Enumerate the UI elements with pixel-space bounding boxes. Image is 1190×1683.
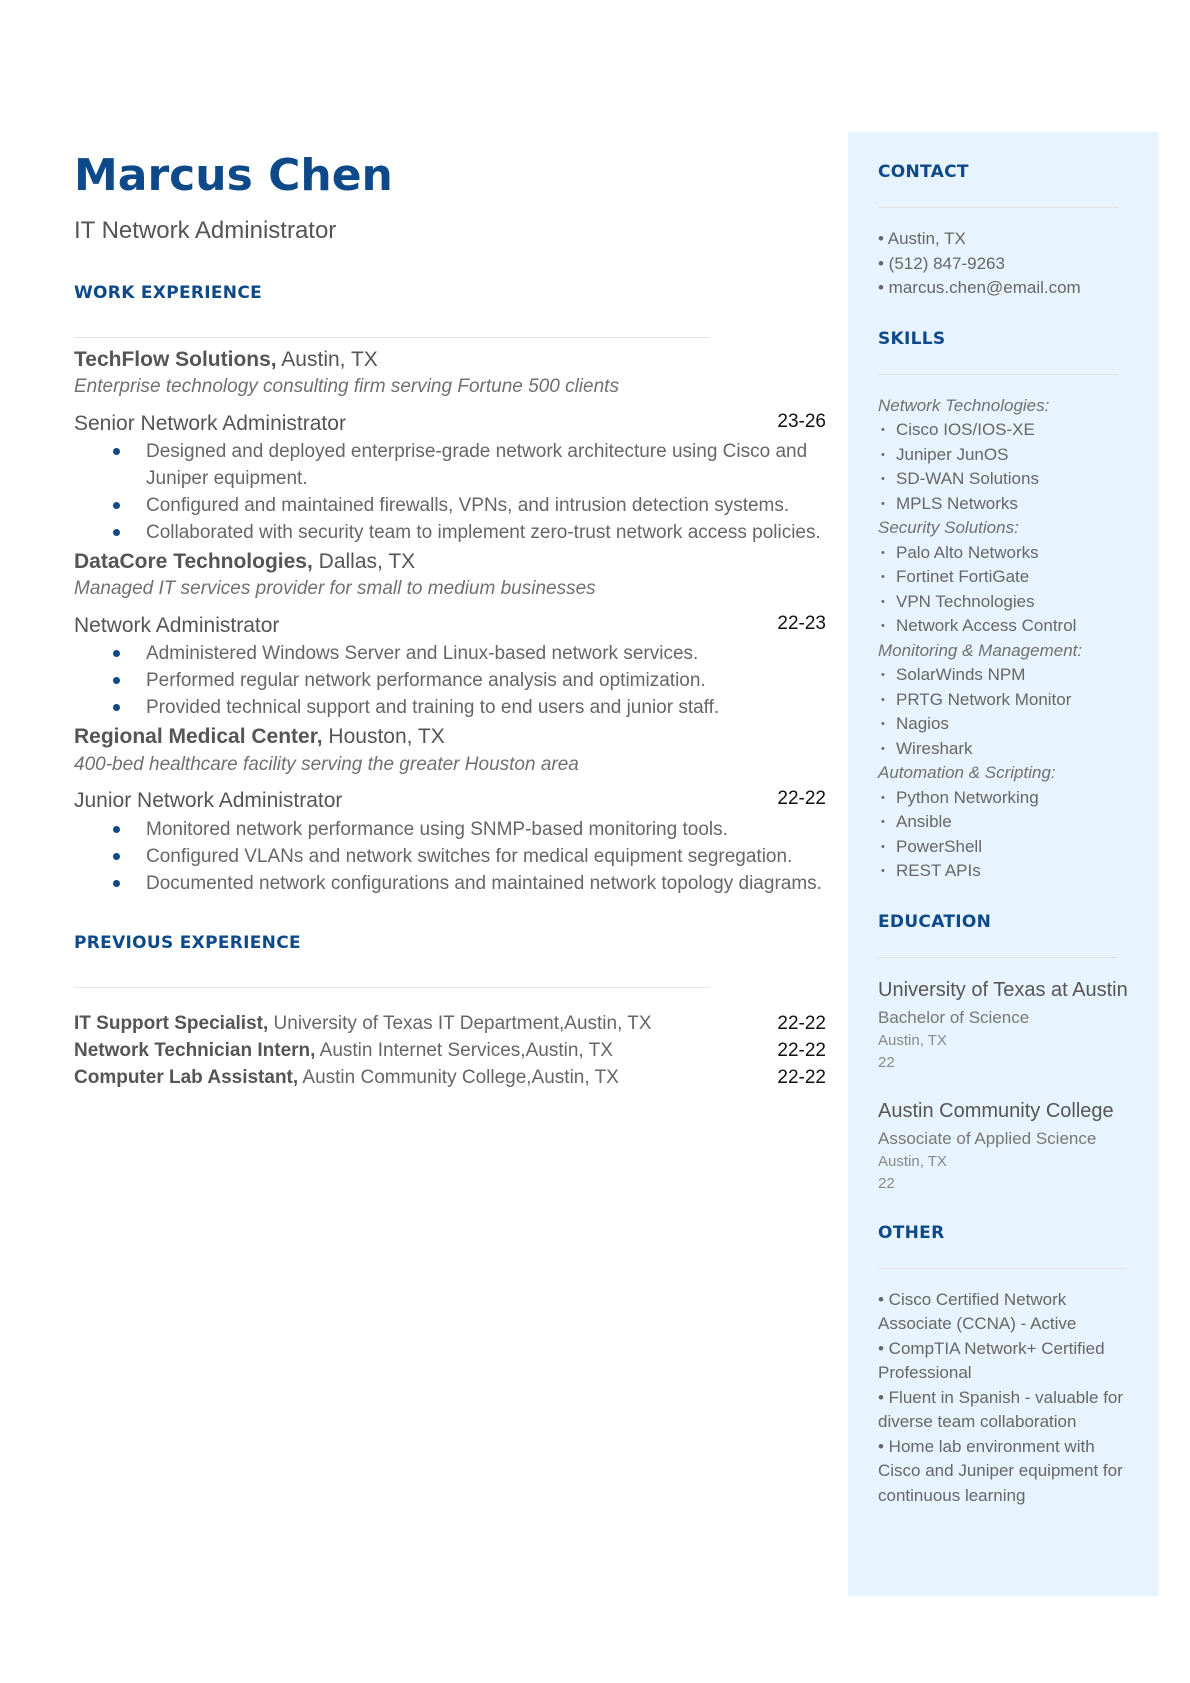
company-name: Regional Medical Center, <box>74 725 323 749</box>
skill-item: • Network Access Control <box>878 614 1130 639</box>
education-entry <box>878 1098 1130 1195</box>
previous-role <box>74 1064 619 1091</box>
position-years: 22-23 <box>777 613 826 635</box>
company-location: Houston, TX <box>328 725 445 749</box>
company-location: Dallas, TX <box>318 550 416 574</box>
school-name: Austin Community College <box>878 1099 1114 1122</box>
previous-role-place: Austin Community College,Austin, TX <box>302 1066 619 1088</box>
section-divider <box>878 207 1118 208</box>
previous-role-years: 22-22 <box>777 1039 826 1061</box>
skill-item: • SD-WAN Solutions <box>878 467 1130 492</box>
sidebar <box>848 132 1158 1596</box>
position-row <box>74 612 826 639</box>
previous-role-row <box>74 1037 826 1064</box>
previous-role-years: 22-22 <box>777 1066 826 1088</box>
company-name: DataCore Technologies, <box>74 550 313 574</box>
contact-item: • (512) 847-9263 <box>878 253 1005 273</box>
school-location: Austin, TX <box>878 1031 947 1049</box>
skill-item: • Juniper JunOS <box>878 443 1130 468</box>
previous-role <box>74 1037 613 1064</box>
contact-section <box>878 162 1130 301</box>
company-line <box>74 723 826 750</box>
position-title: Network Administrator <box>74 614 280 638</box>
previous-role-place: Austin Internet Services,Austin, TX <box>319 1039 613 1061</box>
degree: Bachelor of Science <box>878 1007 1030 1027</box>
achievement-item: Provided technical support and training to end users and junior staff. <box>146 694 826 721</box>
skill-item: • Python Networking <box>878 786 1130 811</box>
company-line <box>74 548 826 575</box>
skill-item: • Fortinet FortiGate <box>878 565 1130 590</box>
section-divider <box>878 1268 1126 1269</box>
skill-item: • Ansible <box>878 810 1130 835</box>
position-title: Senior Network Administrator <box>74 411 346 435</box>
previous-role-row <box>74 1064 826 1091</box>
position-years: 23-26 <box>777 410 826 432</box>
graduation-year: 22 <box>878 1053 895 1071</box>
job-entry <box>74 548 826 721</box>
skills-heading: SKILLS <box>878 328 946 349</box>
achievement-list <box>74 816 826 897</box>
previous-role-years: 22-22 <box>777 1012 826 1034</box>
achievement-item: Monitored network performance using SNMP-based monitoring tools. <box>146 816 826 843</box>
contact-list <box>878 227 1130 301</box>
graduation-year: 22 <box>878 1174 895 1192</box>
previous-role-title: Network Technician Intern, <box>74 1039 316 1061</box>
section-divider <box>74 987 710 988</box>
skills-list <box>878 394 1130 884</box>
previous-role-row <box>74 1010 826 1037</box>
work-experience-list <box>74 346 826 897</box>
other-item: • Home lab environment with Cisco and Juniper equipment for continuous learning <box>878 1436 1123 1505</box>
candidate-name: Marcus Chen <box>74 150 393 201</box>
achievement-item: Configured VLANs and network switches for medical equipment segregation. <box>146 843 826 870</box>
achievement-item: Collaborated with security team to implement zero-trust network access policies. <box>146 519 826 546</box>
other-item: • Fluent in Spanish - valuable for diverse team collaboration <box>878 1387 1124 1431</box>
other-section <box>878 1223 1130 1509</box>
other-item: • Cisco Certified Network Associate (CCNA) - Active <box>878 1289 1077 1333</box>
section-divider <box>878 374 1118 375</box>
contact-item: • Austin, TX <box>878 229 966 248</box>
previous-experience-heading: PREVIOUS EXPERIENCE <box>74 932 301 953</box>
position-years: 22-22 <box>777 788 826 810</box>
job-entry <box>74 346 826 546</box>
company-name: TechFlow Solutions, <box>74 347 277 371</box>
achievement-item: Documented network configurations and maintained network topology diagrams. <box>146 870 826 897</box>
skill-item: • PRTG Network Monitor <box>878 688 1130 713</box>
company-line <box>74 346 826 373</box>
education-section <box>878 912 1130 1195</box>
position-row <box>74 410 826 437</box>
education-heading: EDUCATION <box>878 911 992 932</box>
education-entry <box>878 977 1130 1074</box>
school-location: Austin, TX <box>878 1152 947 1170</box>
skill-item: • MPLS Networks <box>878 492 1130 517</box>
skill-category: Network Technologies: <box>878 395 1050 415</box>
achievement-item: Configured and maintained firewalls, VPNs, and intrusion detection systems. <box>146 492 826 519</box>
company-description: 400-bed healthcare facility serving the greater Houston area <box>74 753 579 775</box>
section-divider <box>74 337 710 338</box>
position-row <box>74 787 826 814</box>
skill-item: • PowerShell <box>878 835 1130 860</box>
main-column <box>74 150 826 1091</box>
section-divider <box>878 957 1118 958</box>
previous-experience-list <box>74 1010 826 1091</box>
company-location: Austin, TX <box>281 347 378 371</box>
contact-item: • marcus.chen@email.com <box>878 278 1081 297</box>
candidate-role: IT Network Administrator <box>74 216 337 244</box>
skill-item: • VPN Technologies <box>878 590 1130 615</box>
achievement-item: Performed regular network performance analysis and optimization. <box>146 667 826 694</box>
job-entry <box>74 723 826 896</box>
position-title: Junior Network Administrator <box>74 789 343 813</box>
education-list <box>878 977 1130 1195</box>
previous-role <box>74 1010 652 1037</box>
previous-role-title: IT Support Specialist, <box>74 1012 269 1034</box>
other-heading: OTHER <box>878 1222 945 1243</box>
achievement-item: Administered Windows Server and Linux-based network services. <box>146 640 826 667</box>
skill-item: • REST APIs <box>878 859 1130 884</box>
other-item: • CompTIA Network+ Certified Professional <box>878 1338 1105 1382</box>
skill-category: Monitoring & Management: <box>878 640 1083 660</box>
skill-item: • Wireshark <box>878 737 1130 762</box>
previous-role-place: University of Texas IT Department,Austin, TX <box>273 1012 652 1034</box>
skills-section <box>878 329 1130 884</box>
other-list <box>878 1288 1130 1509</box>
skill-category: Automation & Scripting: <box>878 763 1056 782</box>
achievement-list <box>74 438 826 546</box>
company-description: Enterprise technology consulting firm serving Fortune 500 clients <box>74 376 619 398</box>
achievement-item: Designed and deployed enterprise-grade network architecture using Cisco and Juniper equipment. <box>146 438 826 492</box>
contact-heading: CONTACT <box>878 162 969 182</box>
degree: Associate of Applied Science <box>878 1128 1097 1148</box>
skill-category: Security Solutions: <box>878 518 1019 537</box>
company-description: Managed IT services provider for small to medium businesses <box>74 578 596 600</box>
skill-item: • Palo Alto Networks <box>878 541 1130 566</box>
skill-item: • Cisco IOS/IOS-XE <box>878 418 1130 443</box>
previous-role-title: Computer Lab Assistant, <box>74 1066 299 1088</box>
school-name: University of Texas at Austin <box>878 978 1128 1001</box>
skill-item: • SolarWinds NPM <box>878 663 1130 688</box>
achievement-list <box>74 640 826 721</box>
work-experience-heading: WORK EXPERIENCE <box>74 282 263 303</box>
skill-item: • Nagios <box>878 712 1130 737</box>
